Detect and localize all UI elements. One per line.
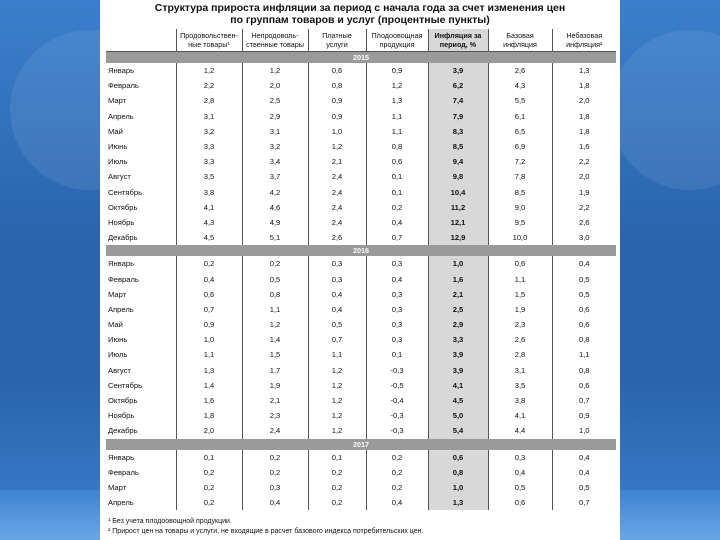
value-cell: 0,7: [552, 393, 616, 408]
value-cell: 0,4: [366, 495, 428, 510]
value-cell: 2,9: [242, 109, 308, 124]
value-cell: 0,2: [366, 465, 428, 480]
value-cell: 1,0: [176, 332, 242, 347]
value-cell: 10,0: [488, 230, 552, 245]
value-cell: 1,2: [176, 63, 242, 78]
value-cell: 0,2: [176, 465, 242, 480]
value-cell: 0,4: [242, 495, 308, 510]
value-cell: 2,2: [176, 78, 242, 93]
value-cell: 2,2: [552, 154, 616, 169]
value-cell: 0,1: [308, 450, 366, 465]
inflation-cell: 2,5: [428, 302, 488, 317]
value-cell: 2,4: [308, 215, 366, 230]
month-cell: Апрель: [108, 498, 134, 508]
header-noncore-inflation: Небазовая инфляция²: [552, 29, 616, 52]
value-cell: 2,6: [488, 63, 552, 78]
month-cell: Апрель: [108, 111, 134, 121]
value-cell: 0,4: [552, 256, 616, 271]
inflation-cell: 5,4: [428, 423, 488, 438]
inflation-cell: 12,1: [428, 215, 488, 230]
value-cell: 1,8: [552, 124, 616, 139]
value-cell: 2,8: [176, 93, 242, 108]
value-cell: 0,2: [242, 465, 308, 480]
inflation-cell: 11,2: [428, 200, 488, 215]
value-cell: 4,4: [488, 423, 552, 438]
header-food: Продовольствен-ные товары¹: [176, 29, 242, 52]
footnote-1: ¹ Без учета плодоовощной продукции.: [108, 518, 232, 525]
value-cell: 2,3: [488, 317, 552, 332]
value-cell: 0,2: [366, 450, 428, 465]
month-cell: Декабрь: [108, 233, 138, 243]
table-row: [106, 256, 616, 271]
year-label: 2015: [106, 52, 616, 64]
inflation-cell: 3,3: [428, 332, 488, 347]
month-cell: Июль: [108, 157, 128, 167]
value-cell: 0,9: [308, 93, 366, 108]
value-cell: 1,1: [366, 124, 428, 139]
value-cell: 2,4: [308, 169, 366, 184]
value-cell: 0,6: [488, 256, 552, 271]
month-cell: Сентябрь: [108, 380, 143, 390]
header-month: [106, 29, 176, 52]
value-cell: 2,0: [552, 169, 616, 184]
month-cell: Май: [108, 126, 123, 136]
value-cell: 9,0: [488, 200, 552, 215]
month-cell: Ноябрь: [108, 217, 135, 227]
inflation-structure-table: [106, 29, 616, 510]
inflation-cell: 3,9: [428, 63, 488, 78]
value-cell: 0,3: [308, 256, 366, 271]
year-label: 2016: [106, 245, 616, 256]
value-cell: 0,7: [308, 332, 366, 347]
value-cell: 0,2: [176, 480, 242, 495]
inflation-cell: 1,0: [428, 256, 488, 271]
value-cell: 2,0: [176, 423, 242, 438]
table-row: [106, 495, 616, 510]
month-cell: Январь: [108, 259, 135, 269]
value-cell: 0,8: [552, 332, 616, 347]
table-row: [106, 465, 616, 480]
value-cell: 1,3: [366, 93, 428, 108]
inflation-cell: 9,8: [428, 169, 488, 184]
value-cell: 0,7: [552, 495, 616, 510]
table-row: [106, 185, 616, 200]
table-row: [106, 480, 616, 495]
table-row: [106, 332, 616, 347]
value-cell: 0,8: [552, 363, 616, 378]
value-cell: 0,9: [366, 63, 428, 78]
value-cell: 2,0: [552, 93, 616, 108]
month-cell: Июль: [108, 350, 128, 360]
inflation-cell: 7,4: [428, 93, 488, 108]
year-separator-row: [106, 245, 616, 256]
value-cell: 0,6: [552, 317, 616, 332]
inflation-cell: 5,0: [428, 408, 488, 423]
header-services: Платные услуги: [308, 29, 366, 52]
value-cell: 1,5: [488, 287, 552, 302]
value-cell: 0,2: [242, 450, 308, 465]
value-cell: 6,9: [488, 139, 552, 154]
value-cell: 5,5: [488, 93, 552, 108]
year-separator-row: [106, 439, 616, 450]
value-cell: 2,4: [308, 185, 366, 200]
value-cell: 4,1: [176, 200, 242, 215]
value-cell: 0,5: [308, 317, 366, 332]
value-cell: 0,4: [176, 271, 242, 286]
table-row: [106, 287, 616, 302]
value-cell: 0,3: [308, 271, 366, 286]
value-cell: 0,4: [308, 287, 366, 302]
value-cell: 4,9: [242, 215, 308, 230]
table-row: [106, 450, 616, 465]
value-cell: -0,4: [366, 393, 428, 408]
year-label: 2017: [106, 439, 616, 450]
value-cell: 3,8: [488, 393, 552, 408]
value-cell: 0,1: [366, 347, 428, 362]
table-header-row: [106, 29, 616, 52]
inflation-cell: 2,9: [428, 317, 488, 332]
value-cell: 0,4: [552, 465, 616, 480]
value-cell: 1,8: [176, 408, 242, 423]
value-cell: 2,1: [242, 393, 308, 408]
value-cell: 1,1: [552, 347, 616, 362]
table-row: [106, 109, 616, 124]
value-cell: 2,1: [308, 154, 366, 169]
table-row: [106, 393, 616, 408]
value-cell: 1,0: [552, 423, 616, 438]
value-cell: 0,5: [488, 480, 552, 495]
value-cell: 1,2: [308, 408, 366, 423]
value-cell: 0,8: [242, 287, 308, 302]
value-cell: 8,5: [488, 185, 552, 200]
table-row: [106, 93, 616, 108]
month-cell: Апрель: [108, 304, 134, 314]
value-cell: 0,7: [366, 230, 428, 245]
value-cell: 6,5: [488, 124, 552, 139]
year-separator-row: [106, 52, 616, 64]
table-body: [106, 52, 616, 511]
value-cell: 1,2: [242, 317, 308, 332]
value-cell: 1,1: [488, 271, 552, 286]
value-cell: 0,4: [488, 465, 552, 480]
inflation-cell: 3,9: [428, 347, 488, 362]
value-cell: 0,2: [366, 200, 428, 215]
value-cell: 3,1: [242, 124, 308, 139]
value-cell: 3,1: [488, 363, 552, 378]
value-cell: 1,6: [552, 139, 616, 154]
table-row: [106, 423, 616, 438]
value-cell: 1,2: [308, 363, 366, 378]
value-cell: 1,1: [366, 109, 428, 124]
value-cell: 0,2: [242, 256, 308, 271]
inflation-cell: 7,9: [428, 109, 488, 124]
table-row: [106, 347, 616, 362]
value-cell: 1,1: [308, 347, 366, 362]
inflation-cell: 3,9: [428, 363, 488, 378]
inflation-cell: 0,8: [428, 465, 488, 480]
document-title: [100, 2, 620, 26]
inflation-cell: 10,4: [428, 185, 488, 200]
value-cell: 0,9: [308, 109, 366, 124]
value-cell: 0,6: [366, 154, 428, 169]
month-cell: Декабрь: [108, 426, 138, 436]
value-cell: 1,2: [308, 139, 366, 154]
value-cell: 0,5: [552, 287, 616, 302]
table-row: [106, 378, 616, 393]
value-cell: 0,5: [552, 480, 616, 495]
inflation-cell: 1,6: [428, 271, 488, 286]
month-cell: Февраль: [108, 274, 139, 284]
value-cell: 3,2: [176, 124, 242, 139]
value-cell: 0,6: [552, 378, 616, 393]
table-row: [106, 124, 616, 139]
value-cell: 1,9: [242, 378, 308, 393]
inflation-cell: 1,0: [428, 480, 488, 495]
month-cell: Октябрь: [108, 202, 138, 212]
value-cell: 1,2: [242, 63, 308, 78]
value-cell: 2,3: [242, 408, 308, 423]
table-row: [106, 408, 616, 423]
value-cell: 3,8: [176, 185, 242, 200]
value-cell: 2,6: [488, 332, 552, 347]
value-cell: 0,5: [242, 271, 308, 286]
value-cell: 0,1: [176, 450, 242, 465]
inflation-cell: 9,4: [428, 154, 488, 169]
value-cell: 6,1: [488, 109, 552, 124]
value-cell: 0,9: [176, 317, 242, 332]
header-fruit-veg: Плодоовощная продукция: [366, 29, 428, 52]
month-cell: Май: [108, 320, 123, 330]
footnotes: [108, 517, 614, 537]
value-cell: 2,2: [552, 200, 616, 215]
value-cell: 0,3: [366, 317, 428, 332]
value-cell: 7,2: [488, 154, 552, 169]
value-cell: 0,3: [488, 450, 552, 465]
header-core-inflation: Базовая инфляция: [488, 29, 552, 52]
month-cell: Март: [108, 289, 127, 299]
table-row: [106, 200, 616, 215]
table-row: [106, 271, 616, 286]
month-cell: Февраль: [108, 467, 139, 477]
inflation-cell: 0,6: [428, 450, 488, 465]
value-cell: 4,6: [242, 200, 308, 215]
value-cell: -0,3: [366, 363, 428, 378]
value-cell: 1,4: [176, 378, 242, 393]
value-cell: 0,2: [176, 256, 242, 271]
value-cell: 3,7: [242, 169, 308, 184]
value-cell: 0,3: [366, 332, 428, 347]
value-cell: 4,3: [488, 78, 552, 93]
value-cell: 1,2: [366, 78, 428, 93]
value-cell: 0,5: [552, 271, 616, 286]
value-cell: 1,3: [552, 63, 616, 78]
inflation-cell: 1,3: [428, 495, 488, 510]
value-cell: 0,2: [308, 480, 366, 495]
value-cell: 1,3: [176, 363, 242, 378]
table-row: [106, 78, 616, 93]
value-cell: 1,8: [552, 78, 616, 93]
value-cell: 1,7: [242, 363, 308, 378]
value-cell: 0,6: [308, 63, 366, 78]
value-cell: -0,5: [366, 378, 428, 393]
value-cell: 1,2: [308, 378, 366, 393]
table-row: [106, 169, 616, 184]
header-inflation: Инфляция за период, %: [428, 29, 488, 52]
value-cell: 0,3: [366, 302, 428, 317]
table-row: [106, 63, 616, 78]
month-cell: Январь: [108, 452, 135, 462]
month-cell: Ноябрь: [108, 411, 135, 421]
value-cell: 3,1: [176, 109, 242, 124]
value-cell: 4,2: [242, 185, 308, 200]
table-row: [106, 139, 616, 154]
value-cell: 0,7: [176, 302, 242, 317]
value-cell: 2,6: [552, 215, 616, 230]
value-cell: 0,9: [552, 408, 616, 423]
value-cell: 1,4: [242, 332, 308, 347]
value-cell: 1,1: [242, 302, 308, 317]
value-cell: 1,0: [308, 124, 366, 139]
value-cell: 1,2: [308, 423, 366, 438]
value-cell: 3,0: [552, 230, 616, 245]
month-cell: Октябрь: [108, 396, 138, 406]
month-cell: Август: [108, 365, 131, 375]
value-cell: 0,4: [308, 302, 366, 317]
inflation-cell: 12,9: [428, 230, 488, 245]
table-row: [106, 302, 616, 317]
title-line-1: Структура прироста инфляции за период с начала года за счет изменения цен: [154, 2, 566, 14]
document-page: [100, 0, 620, 540]
value-cell: 3,5: [176, 169, 242, 184]
value-cell: 0,4: [552, 450, 616, 465]
value-cell: 9,5: [488, 215, 552, 230]
month-cell: Март: [108, 96, 127, 106]
value-cell: 3,3: [176, 139, 242, 154]
month-cell: Июнь: [108, 335, 128, 345]
value-cell: 1,9: [552, 185, 616, 200]
value-cell: 4,3: [176, 215, 242, 230]
value-cell: 2,4: [242, 423, 308, 438]
value-cell: 0,6: [552, 302, 616, 317]
value-cell: 1,5: [242, 347, 308, 362]
value-cell: 5,1: [242, 230, 308, 245]
table-row: [106, 154, 616, 169]
month-cell: Февраль: [108, 81, 139, 91]
value-cell: -0,3: [366, 408, 428, 423]
inflation-cell: 2,1: [428, 287, 488, 302]
value-cell: 3,5: [488, 378, 552, 393]
value-cell: 0,2: [176, 495, 242, 510]
value-cell: 1,8: [552, 109, 616, 124]
value-cell: 1,2: [308, 393, 366, 408]
value-cell: 1,1: [176, 347, 242, 362]
value-cell: 0,4: [366, 271, 428, 286]
value-cell: 4,1: [488, 408, 552, 423]
inflation-cell: 4,1: [428, 378, 488, 393]
title-line-2: по группам товаров и услуг (процентные пункты): [230, 14, 490, 26]
month-cell: Июнь: [108, 142, 128, 152]
table-row: [106, 215, 616, 230]
value-cell: 0,4: [366, 215, 428, 230]
value-cell: 0,3: [242, 480, 308, 495]
inflation-cell: 4,5: [428, 393, 488, 408]
inflation-cell: 6,2: [428, 78, 488, 93]
value-cell: 0,3: [366, 287, 428, 302]
value-cell: 0,2: [308, 495, 366, 510]
table-row: [106, 317, 616, 332]
value-cell: 0,8: [366, 139, 428, 154]
value-cell: 2,6: [308, 230, 366, 245]
month-cell: Январь: [108, 66, 135, 76]
inflation-cell: 8,3: [428, 124, 488, 139]
month-cell: Сентябрь: [108, 187, 143, 197]
table-row: [106, 363, 616, 378]
value-cell: 3,4: [242, 154, 308, 169]
month-cell: Август: [108, 172, 131, 182]
value-cell: 0,6: [488, 495, 552, 510]
footnote-2: ² Прирост цен на товары и услуги, не входящие в расчет базового индекса потребительских цен.: [108, 528, 424, 535]
value-cell: 0,2: [366, 480, 428, 495]
value-cell: 2,4: [308, 200, 366, 215]
header-nonfood: Непродоволь-ственные товары: [242, 29, 308, 52]
inflation-cell: 8,5: [428, 139, 488, 154]
inflation-table-wrapper: [106, 29, 616, 510]
value-cell: 4,5: [176, 230, 242, 245]
value-cell: 7,8: [488, 169, 552, 184]
month-cell: Март: [108, 482, 127, 492]
value-cell: 0,2: [308, 465, 366, 480]
value-cell: 3,3: [176, 154, 242, 169]
table-row: [106, 230, 616, 245]
value-cell: -0,3: [366, 423, 428, 438]
value-cell: 2,5: [242, 93, 308, 108]
value-cell: 2,0: [242, 78, 308, 93]
value-cell: 0,6: [176, 287, 242, 302]
value-cell: 0,3: [366, 256, 428, 271]
value-cell: 0,1: [366, 169, 428, 184]
value-cell: 1,9: [488, 302, 552, 317]
value-cell: 0,1: [366, 185, 428, 200]
value-cell: 2,8: [488, 347, 552, 362]
value-cell: 1,6: [176, 393, 242, 408]
value-cell: 0,8: [308, 78, 366, 93]
value-cell: 3,2: [242, 139, 308, 154]
